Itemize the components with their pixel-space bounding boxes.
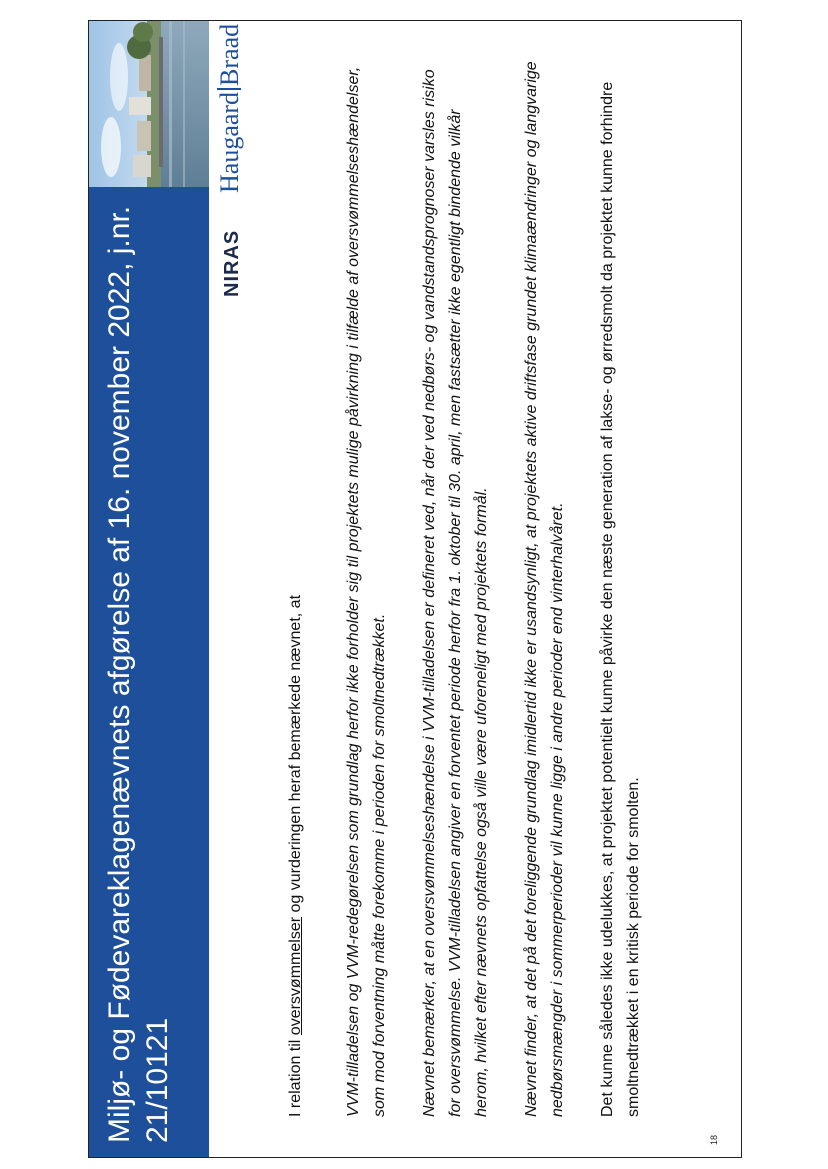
intro-text: [283, 57, 309, 1117]
intro-after: og vurderingen heraf bemærkede nævnet, at: [287, 594, 304, 917]
paragraph-naevnet-bemaerker: Nævnet bemærker, at en oversvømmelseshændelse i VVM-tilladelsen er defineret ved, når der ved nedbørs- og vandstandsprognoser varsles risiko for oversvømmelse. VVM-tilladelsen angiver en forventet periode herfor fra 1. oktober til 30. april, men fastsætter ikke egentligt bindende vilkår herom, hvilket efter nævnets opfattelse også ville være uforeneligt med projektets formål.: [421, 69, 490, 1117]
slide: [89, 21, 741, 1157]
logo-row: [211, 21, 253, 297]
slide-body: [283, 57, 671, 1117]
title-band: [89, 187, 209, 1157]
paragraph-naevnet-finder: Nævnet finder, at det på det foreliggende grundlag imidlertid ikke er usandsynligt, at projektets aktive driftsfase grundet klimaændringer og langvarige nedbørsmængder i sommerperioder vil kunne ligge i andre perioder end vinterhalvåret.: [523, 61, 566, 1117]
paragraph-vvm-tilladelsen: VVM-tilladelsen og VVM-redegørelsen som grundlag herfor ikke forholder sig til projektets mulige påvirkning i tilfælde af oversvømmelseshændelser, som mod forventning måtte forekomme i perioden for smoltnedtrækket.: [345, 66, 388, 1117]
slide-title: Miljø- og Fødevareklagenævnets afgørelse af 16. november 2022, j.nr. 21/10121: [103, 205, 174, 1143]
niras-logo: NIRAS: [221, 229, 243, 297]
page-number: 18: [709, 1134, 719, 1145]
haugaard-logo-left: Haugaard: [215, 91, 244, 193]
header-photo: [89, 21, 209, 187]
header-photo-image: [89, 21, 209, 187]
intro-underlined: oversvømmelser: [287, 916, 304, 1036]
intro-before: I relation til: [287, 1035, 304, 1117]
slide-frame: [88, 20, 742, 1158]
logo-divider: [217, 88, 241, 90]
paragraph-conclusion: Det kunne således ikke udelukkes, at projektet potentielt kunne påvirke den næste generation af lakse- og ørredsmolt da projektet kunne forhindre smoltnedtrækket i en kritisk periode for smolten.: [599, 81, 642, 1117]
haugaard-logo-right: Braad: [215, 23, 244, 86]
haugaard-braad-logo: [215, 24, 245, 193]
